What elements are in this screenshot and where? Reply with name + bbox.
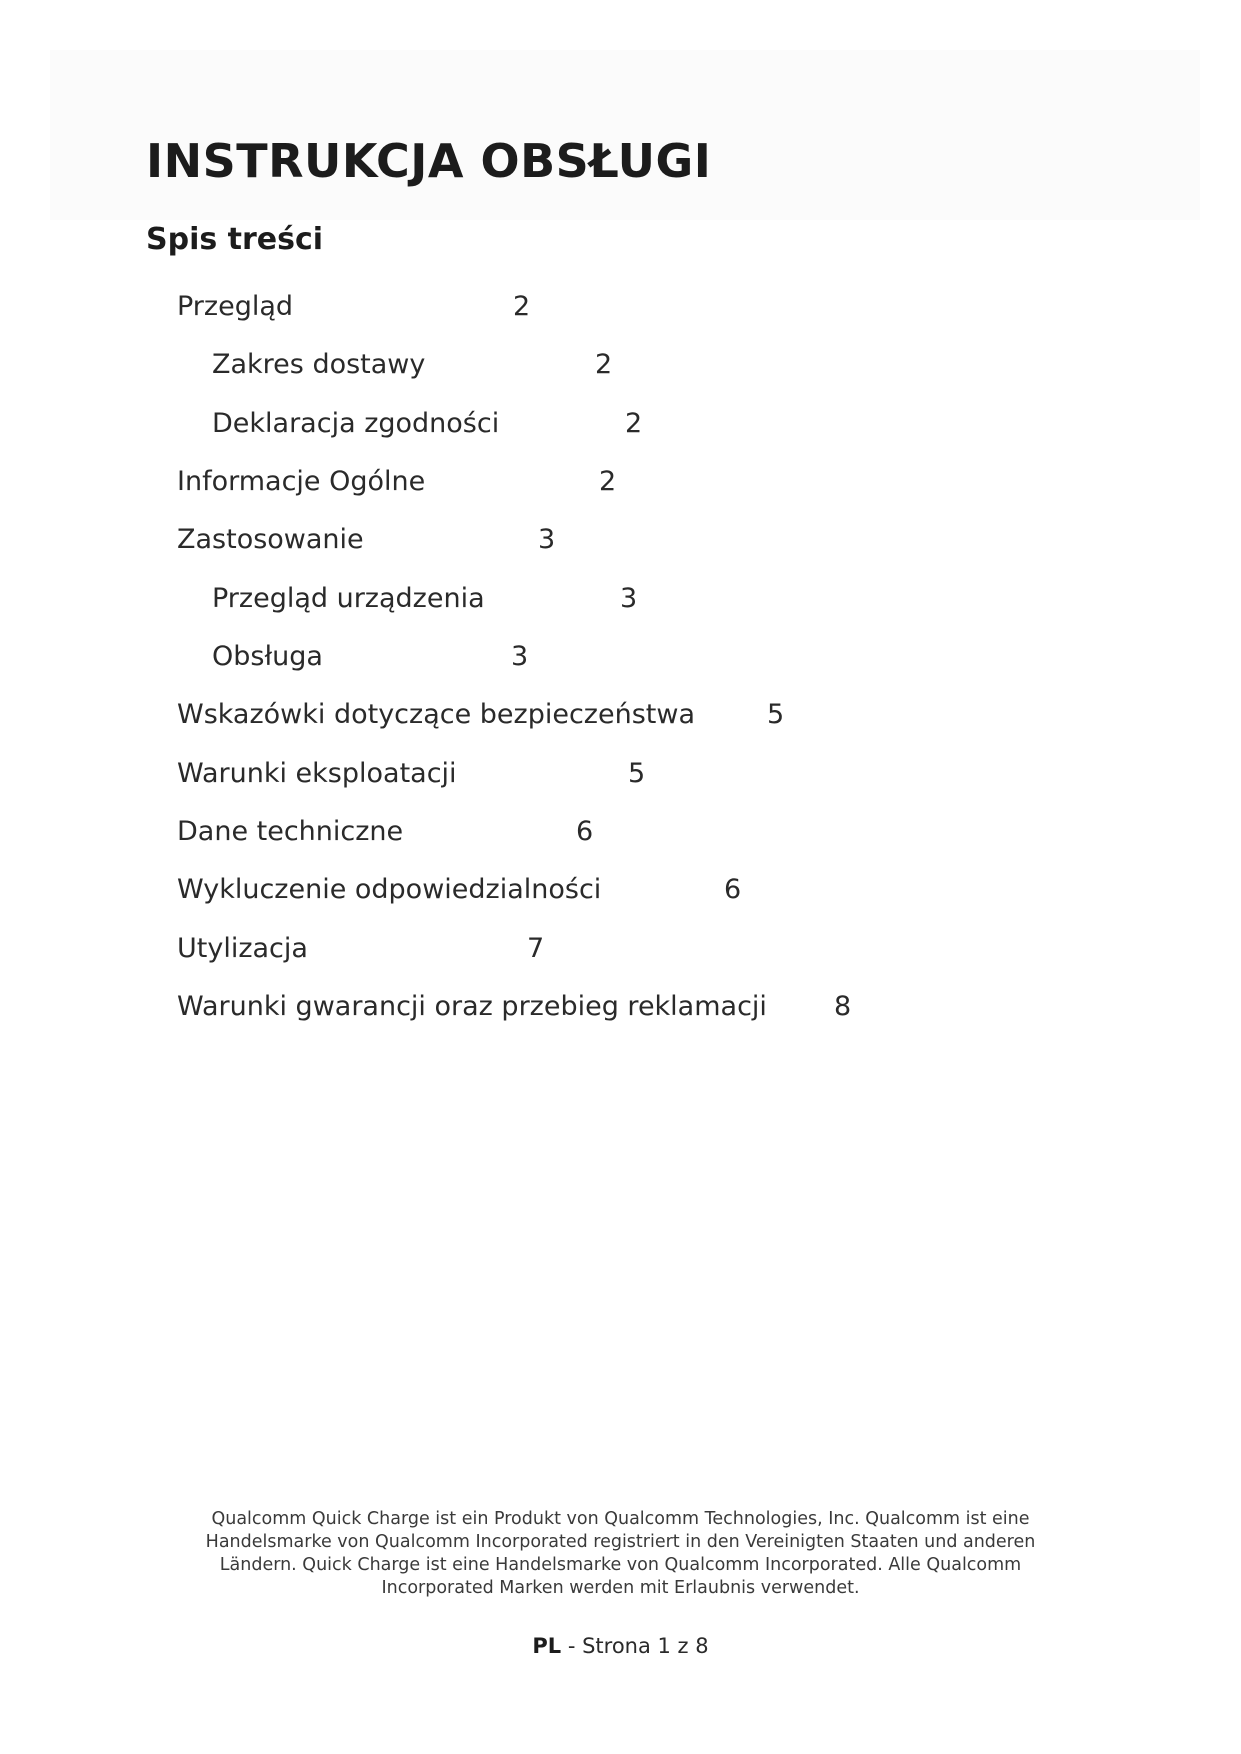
page-footer [0,1634,1241,1658]
page-number: - Strona 1 z 8 [567,1634,709,1658]
toc-entry-label: Obsługa [212,641,323,672]
toc-entry-page: 2 [513,291,531,322]
toc-entry-page: 3 [538,524,556,555]
language-code: PL [532,1634,562,1658]
toc-entry-warunki-gwarancji[interactable] [0,987,1241,1027]
toc-entry-label: Dane techniczne [177,816,404,847]
toc-entry-page: 2 [625,408,643,439]
toc-entry-page: 2 [599,466,617,497]
toc-entry-warunki-eksploatacji[interactable] [0,754,1241,794]
document-title: INSTRUKCJA OBSŁUGI [146,134,712,188]
toc-entry-page: 2 [595,349,613,380]
toc-entry-label: Przegląd [177,291,294,322]
toc-entry-page: 3 [511,641,529,672]
toc-entry-page: 8 [834,991,852,1022]
toc-entry-wykluczenie-odpowiedzialnosci[interactable] [0,870,1241,910]
trademark-note: Qualcomm Quick Charge ist ein Produkt von Qualcomm Technologies, Inc. Qualcomm ist eine Handelsmarke von Qualcomm Incorporated registriert in den Vereinigten Staaten und anderen Ländern. Quick Charge ist eine Handelsmarke von Qualcomm Incorporated. Alle Qualcomm Incorporated Marken werden mit Erlaubnis verwendet. [205,1509,1036,1598]
toc-entry-label: Warunki eksploatacji [177,758,457,789]
toc-entry-przeglad[interactable] [0,287,1241,327]
toc-entry-zastosowanie[interactable] [0,520,1241,560]
toc-entry-page: 5 [628,758,646,789]
toc-entry-label: Zastosowanie [177,524,364,555]
toc-entry-deklaracja-zgodnosci[interactable] [0,404,1241,444]
toc-entry-label: Deklaracja zgodności [212,408,500,439]
toc-entry-label: Utylizacja [177,933,308,964]
toc-entry-label: Informacje Ogólne [177,466,426,497]
toc-entry-page: 6 [576,816,594,847]
toc-entry-page: 7 [527,933,545,964]
toc-entry-label: Wskazówki dotyczące bezpieczeństwa [177,699,695,730]
toc-entry-label: Zakres dostawy [212,349,426,380]
toc-entry-page: 5 [767,699,785,730]
toc-entry-page: 3 [620,583,638,614]
toc-heading: Spis treści [146,222,324,257]
toc-entry-dane-techniczne[interactable] [0,812,1241,852]
toc-entry-informacje-ogolne[interactable] [0,462,1241,502]
toc-entry-label: Przegląd urządzenia [212,583,485,614]
toc-entry-obsluga[interactable] [0,637,1241,677]
toc-entry-wskazowki-bezpieczenstwa[interactable] [0,695,1241,735]
toc-entry-label: Wykluczenie odpowiedzialności [177,874,602,905]
toc-entry-page: 6 [724,874,742,905]
toc-entry-label: Warunki gwarancji oraz przebieg reklamacji [177,991,767,1022]
toc-entry-zakres-dostawy[interactable] [0,345,1241,385]
toc-entry-utylizacja[interactable] [0,929,1241,969]
toc-entry-przeglad-urzadzenia[interactable] [0,579,1241,619]
